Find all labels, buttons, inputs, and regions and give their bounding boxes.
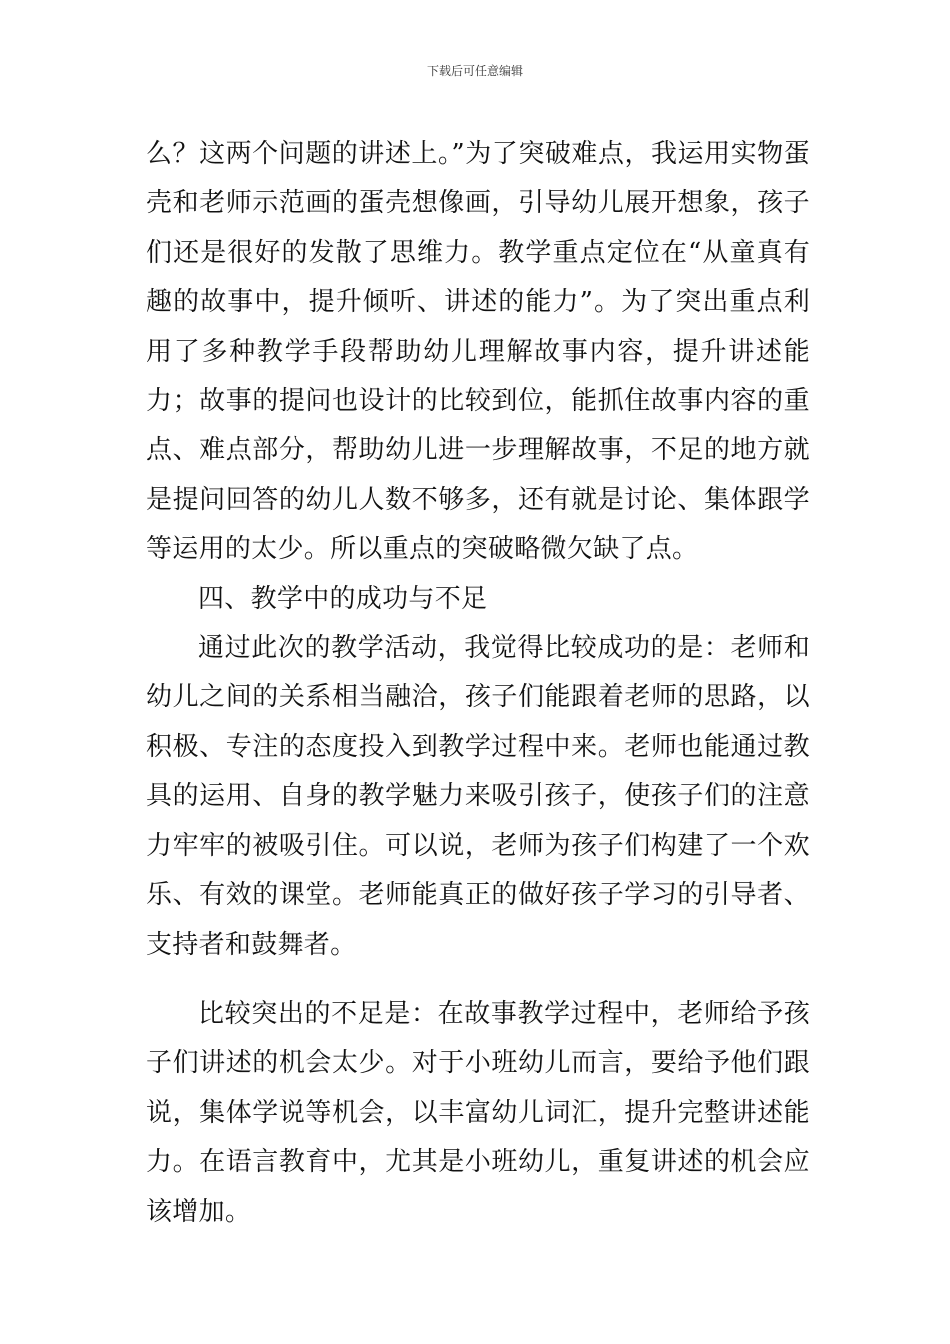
paragraph-success: 通过此次的教学活动，我觉得比较成功的是：老师和幼儿之间的关系相当融洽，孩子们能跟着老师的思路，以积极、专注的态度投入到教学过程中来。老师也能通过教具的运用、自身的教学魅力来吸引孩子，使孩子们的注意力牢牢的被吸引住。可以说，老师为孩子们构建了一个欢乐、有效的课堂。老师能真正的做好孩子学习的引导者、支持者和鼓舞者。 (146, 633, 810, 960)
document-body (146, 130, 810, 1237)
paragraph-shortcoming: 比较突出的不足是：在故事教学过程中，老师给予孩子们讲述的机会太少。对于小班幼儿而言，要给予他们跟说，集体学说等机会，以丰富幼儿词汇，提升完整讲述能力。在语言教育中，尤其是小班幼儿，重复讲述的机会应该增加。 (146, 998, 810, 1227)
paragraph-continuation: 么？这两个问题的讲述上。”为了突破难点，我运用实物蛋壳和老师示范画的蛋壳想像画，引导幼儿展开想象，孩子们还是很好的发散了思维力。教学重点定位在“从童真有趣的故事中，提升倾听、讲述的能力”。为了突出重点利用了多种教学手段帮助幼儿理解故事内容，提升讲述能力；故事的提问也设计的比较到位，能抓住故事内容的重点、难点部分，帮助幼儿进一步理解故事，不足的地方就是提问回答的幼儿人数不够多，还有就是讨论、集体跟学等运用的太少。所以重点的突破略微欠缺了点。 (146, 139, 810, 565)
section-heading: 四、教学中的成功与不足 (198, 583, 488, 614)
page-header: 下载后可任意编辑 (426, 64, 523, 78)
